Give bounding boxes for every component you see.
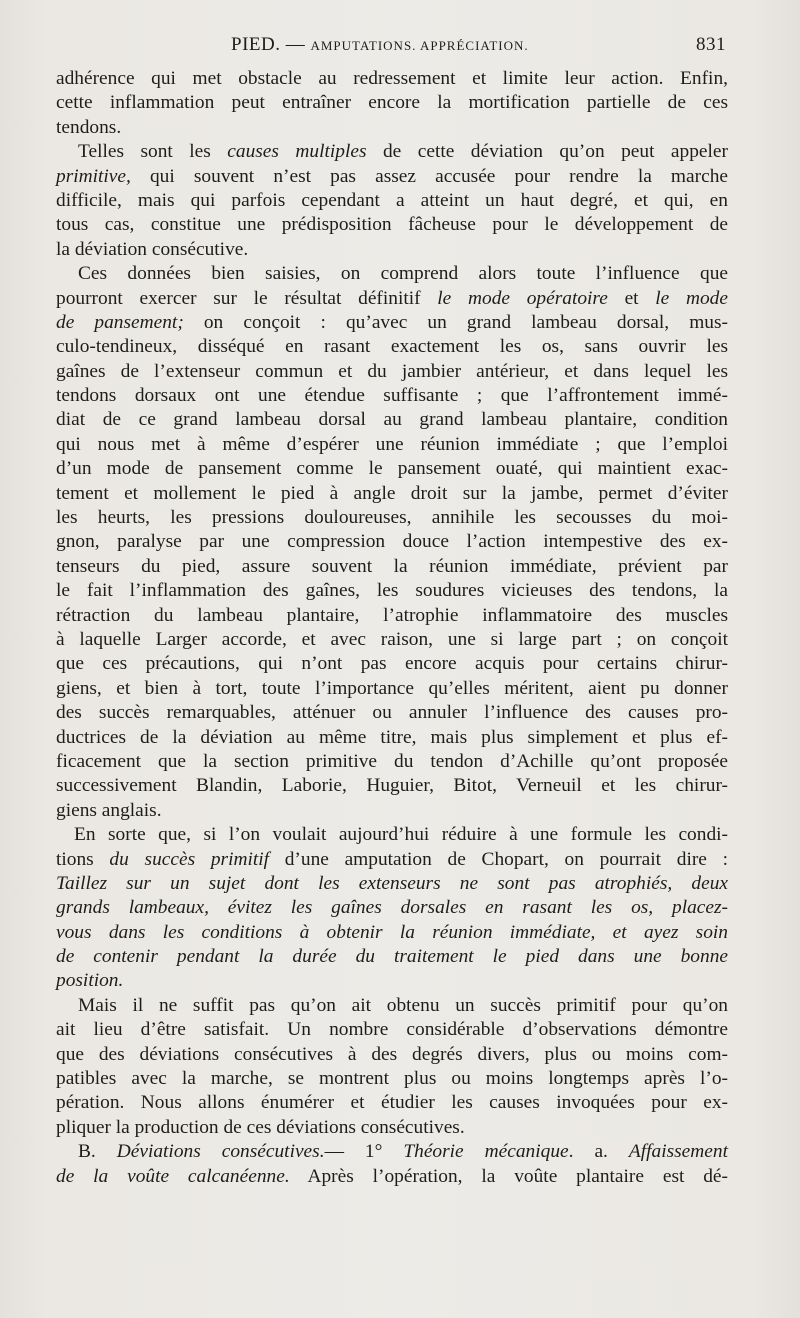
text-line (56, 311, 728, 335)
text-run: Ces données bien saisies, on comprend alors toute l’influence que (78, 263, 728, 285)
text-line (56, 945, 728, 969)
text-line (56, 823, 728, 847)
text-run: tions (56, 848, 110, 870)
italic-run: le mode opératoire (437, 287, 608, 309)
text-run: pourront exercer sur le résultat définitif (56, 287, 438, 309)
text-line (56, 1067, 728, 1091)
text-line (56, 335, 728, 359)
text-line (56, 579, 728, 603)
italic-run: de contenir pendant la durée du traitement le pied dans une bonne (56, 946, 728, 968)
text-run: que ces précautions, qui n’ont pas encore acquis pour certains chirur- (56, 653, 728, 675)
text-run: giens anglais. (56, 799, 162, 821)
text-run: Telles sont les (78, 141, 228, 163)
text-line (56, 140, 728, 164)
running-head (231, 34, 529, 56)
text-run: cette inflammation peut entraîner encore la mortification partielle de ces (56, 92, 728, 114)
text-line (56, 67, 728, 91)
italic-run: vous dans les conditions à obtenir la réunion immédiate, et ayez soin (56, 921, 728, 943)
text-run: de cette déviation qu’on peut appeler (366, 141, 728, 163)
text-line (56, 506, 728, 530)
text-run: la déviation consécutive. (56, 238, 249, 260)
text-run: tenseurs du pied, assure souvent la réunion immédiate, prévient par (56, 555, 728, 577)
text-line (56, 433, 728, 457)
text-run: B. (78, 1141, 117, 1163)
italic-run: causes multiples (227, 141, 367, 163)
text-line (56, 848, 728, 872)
text-run: . a. (568, 1141, 629, 1163)
page-number: 831 (696, 34, 726, 55)
text-run: le fait l’inflammation des gaînes, les soudures vicieuses des tendons, la (56, 580, 728, 602)
text-line (56, 262, 728, 286)
italic-run: Taillez sur un sujet dont les extenseurs ne sont pas atrophiés, deux (56, 872, 728, 894)
text-run: gnon, paralyse par une compression douce l’action intempestive des ex- (56, 531, 728, 553)
text-line (56, 701, 728, 725)
text-run: et (607, 287, 656, 309)
text-line (56, 969, 728, 993)
running-head-section: AMPUTATIONS. APPRÉCIATION. (310, 38, 529, 53)
text-run: Après l’opération, la voûte plantaire est dé- (289, 1165, 728, 1187)
text-line (56, 408, 728, 432)
text-run: — 1° (324, 1141, 404, 1163)
text-run: successivement Blandin, Laborie, Huguier, Bitot, Verneuil et les chirur- (56, 775, 728, 797)
text-line (56, 1043, 728, 1067)
text-run: difficile, mais qui parfois cependant a atteint un haut degré, et qui, en (56, 189, 728, 211)
text-line (56, 482, 728, 506)
text-run: gaînes de l’extenseur commun et du jambier antérieur, et dans lequel les (56, 360, 728, 382)
italic-run: Théorie mécanique (403, 1141, 569, 1163)
italic-run: Affaissement (628, 1141, 728, 1163)
text-run: on conçoit : qu’avec un grand lambeau dorsal, mus- (183, 311, 728, 333)
text-line (56, 896, 728, 920)
text-run: Mais il ne suffit pas qu’on ait obtenu un succès primitif pour qu’on (78, 994, 728, 1016)
text-run: qui souvent n’est pas assez accusée pour rendre la marche (130, 165, 728, 187)
text-run: des succès remarquables, atténuer ou annuler l’influence des causes pro- (56, 702, 728, 724)
text-run: les heurts, les pressions douloureuses, annihile les secousses du moi- (56, 507, 728, 529)
text-run: tous cas, constitue une prédisposition fâcheuse pour le développement de (56, 214, 728, 236)
text-line (56, 360, 728, 384)
text-line (56, 921, 728, 945)
text-run: d’un mode de pansement comme le pansement ouaté, qui maintient exac- (56, 458, 728, 480)
text-run: qui nous met à même d’espérer une réunion immédiate ; que l’emploi (56, 433, 728, 455)
text-run: ficacement que la section primitive du tendon d’Achille qu’ont proposée (56, 750, 728, 772)
text-line (56, 287, 728, 311)
text-run: tendons. (56, 116, 122, 138)
italic-run: du succès primitif (109, 848, 270, 870)
text-line (56, 1018, 728, 1042)
text-run: giens, et bien à tort, toute l’importance qu’elles méritent, aient pu donner (56, 677, 728, 699)
text-line (56, 994, 728, 1018)
italic-run: Déviations consécutives. (116, 1141, 325, 1163)
text-run: ductrices de la déviation au même titre, mais plus simplement et plus ef- (56, 726, 728, 748)
text-run: tement et mollement le pied à angle droit sur la jambe, permet d’éviter (56, 482, 728, 504)
italic-run: de pansement; (56, 311, 184, 333)
text-run: rétraction du lambeau plantaire, l’atrophie inflammatoire des muscles (56, 604, 728, 626)
text-run: patibles avec la marche, se montrent plus ou moins longtemps après l’o- (56, 1068, 728, 1090)
text-line (56, 457, 728, 481)
text-line (56, 604, 728, 628)
text-run: ait lieu d’être satisfait. Un nombre considérable d’observations démontre (56, 1019, 728, 1041)
text-line (56, 238, 728, 262)
text-line (56, 628, 728, 652)
text-run: diat de ce grand lambeau dorsal au grand lambeau plantaire, condition (56, 409, 728, 431)
italic-run: position. (56, 970, 124, 992)
running-header (56, 34, 726, 58)
text-run: tendons dorsaux ont une étendue suffisante ; que l’affrontement immé- (56, 385, 728, 407)
text-line (56, 652, 728, 676)
text-line (56, 1116, 728, 1140)
text-line (56, 774, 728, 798)
running-head-main: PIED. — (231, 34, 311, 55)
text-run: que des déviations consécutives à des degrés divers, plus ou moins com- (56, 1043, 728, 1065)
italic-run: primitive, (56, 165, 131, 187)
text-run: adhérence qui met obstacle au redressement et limite leur action. Enfin, (56, 68, 728, 89)
text-line (56, 165, 728, 189)
text-run: d’une amputation de Chopart, on pourrait dire : (269, 848, 728, 870)
text-line (56, 799, 728, 823)
text-run: pliquer la production de ces déviations consécutives. (56, 1116, 465, 1138)
italic-run: le mode (655, 287, 728, 309)
text-line (56, 750, 728, 774)
text-line (56, 213, 728, 237)
text-line (56, 384, 728, 408)
text-run: pération. Nous allons énumérer et étudier les causes invoquées pour ex- (56, 1092, 728, 1114)
text-run: à laquelle Larger accorde, et avec raison, une si large part ; on conçoit (56, 628, 728, 650)
italic-run: grands lambeaux, évitez les gaînes dorsales en rasant les os, placez- (56, 897, 728, 919)
text-line (56, 189, 728, 213)
text-line (56, 726, 728, 750)
body-text (56, 67, 728, 1189)
text-line (56, 530, 728, 554)
text-line (56, 1091, 728, 1115)
text-line (56, 555, 728, 579)
text-line (56, 91, 728, 115)
text-line (56, 872, 728, 896)
text-run: culo-tendineux, disséqué en rasant exactement les os, sans ouvrir les (56, 336, 728, 358)
text-line (56, 1165, 728, 1189)
text-line (56, 1140, 728, 1164)
text-line (56, 677, 728, 701)
text-line (56, 116, 728, 140)
text-run: En sorte que, si l’on voulait aujourd’hui réduire à une formule les condi- (74, 824, 728, 846)
italic-run: de la voûte calcanéenne. (56, 1165, 290, 1187)
